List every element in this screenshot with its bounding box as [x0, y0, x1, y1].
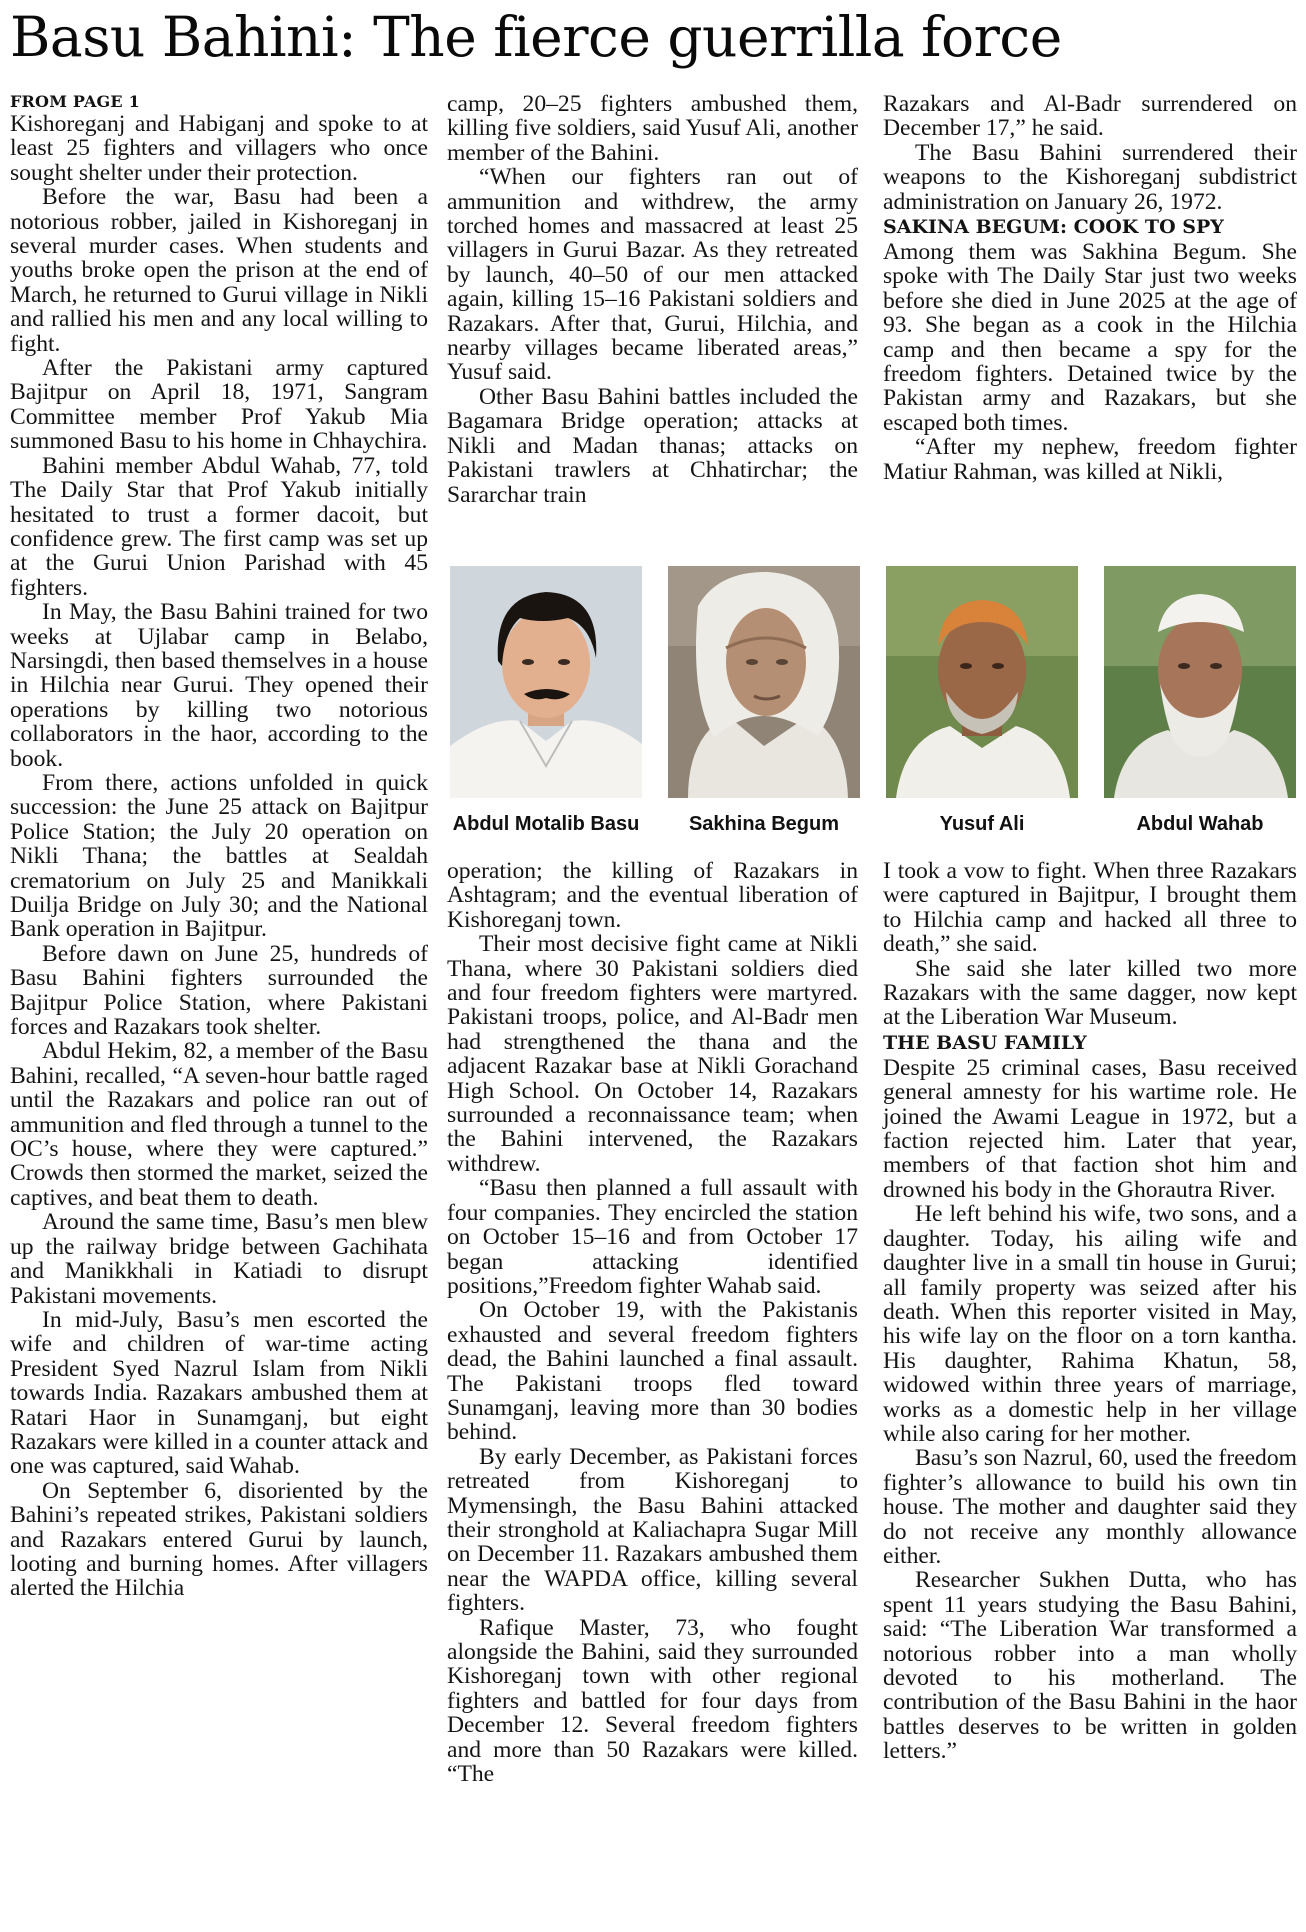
paragraph: In May, the Basu Bahini trained for two weeks at Ujlabar camp in Belabo, Narsingdi, then based themselves in a house in Hilchia near Gurui. They opened their operations by killing two notorious collaborators in the haor, according to the book. [10, 599, 428, 772]
paragraph: Among them was Sakhina Begum. She spoke with The Daily Star just two weeks before she died in June 2025 at the age of 93. She began as a cook in the Hilchia camp and then became a spy for the freedom fighters. Detained twice by the Pakistan army and Razakars, but she escaped both times. [883, 239, 1297, 436]
paragraph: On September 6, disoriented by the Bahini’s repeated strikes, Pakistani soldiers and Razakars entered Gurui by launch, looting and burning homes. After villagers alerted the Hilchia [10, 1477, 428, 1602]
paragraph: Before the war, Basu had been a notorious robber, jailed in Kishoreganj in several murder cases. When students and youths broke open the prison at the end of March, he returned to Gurui village in Nikli and rallied his men and any local willing to fight. [10, 184, 428, 357]
paragraph: Basu’s son Nazrul, 60, used the freedom fighter’s allowance to build his own tin house. The mother and daughter said they do not receive any monthly allowance either. [883, 1445, 1297, 1569]
paragraph: “When our fighters ran out of ammunition and withdrew, the army torched homes and massacred at least 25 villagers in Gurui Bazar. As they retreated by launch, 40–50 of our men attacked again, killing 15–16 Pakistani soldiers and Razakars. After that, Gurui, Hilchia, and nearby villages became liberated areas,” Yusuf said. [447, 164, 858, 386]
paragraph: camp, 20–25 fighters ambushed them, killing five soldiers, said Yusuf Ali, another member of the Bahini. [447, 91, 858, 166]
article-column-1 [10, 92, 428, 1601]
photo-caption: Abdul Motalib Basu [452, 813, 640, 835]
paragraph: operation; the killing of Razakars in Ashtagram; and the eventual liberation of Kishoreganj town. [447, 858, 858, 933]
paragraph: Razakars and Al-Badr surrendered on December 17,” he said. [883, 91, 1297, 142]
paragraph: After the Pakistani army captured Bajitpur on April 18, 1971, Sangram Committee member Prof Yakub Mia summoned Basu to his home in Chhaychira. [10, 355, 428, 455]
continuation-kicker: FROM PAGE 1 [10, 92, 140, 111]
paragraph: From there, actions unfolded in quick succession: the June 25 attack on Bajitpur Police Station; the July 20 operation on Nikli Thana; the battles at Sealdah crematorium on July 25 and Manikkali Duilja Bridge on July 30; and the National Bank operation in Bajitpur. [10, 769, 428, 943]
subhead-sakina: SAKINA BEGUM: COOK TO SPY [883, 216, 1224, 239]
photo-caption: Yusuf Ali [939, 813, 1025, 835]
photo-abdul-motalib-basu [450, 566, 642, 798]
paragraph: I took a vow to fight. When three Razakars were captured in Bajitpur, I brought them to Hilchia camp and hacked all three to death,” she said. [883, 858, 1297, 958]
paragraph: He left behind his wife, two sons, and a daughter. Today, his ailing wife and daughter live in a small tin house in Gurui; all family property was seized after his death. When this reporter visited in May, his wife lay on the floor on a torn kantha. His daughter, Rahima Khatun, 58, widowed within three years of marriage, works as a domestic help in her village while also caring for her mother. [883, 1201, 1297, 1447]
paragraph: Kishoreganj and Habiganj and spoke to at least 25 fighters and villagers who once sought shelter under their protection. [10, 111, 428, 186]
photo-abdul-wahab [1104, 566, 1296, 798]
paragraph: By early December, as Pakistani forces retreated from Kishoreganj to Mymensingh, the Basu Bahini attacked their stronghold at Kaliachapra Sugar Mill on December 11. Razakars ambushed them near the WAPDA office, killing several fighters. [447, 1443, 858, 1617]
photo-caption: Sakhina Begum [688, 813, 840, 835]
paragraph: Abdul Hekim, 82, a member of the Basu Bahini, recalled, “A seven-hour battle raged until the Razakars and police ran out of ammunition and fled through a tunnel to the OC’s house, where they were captured.” Crowds then stormed the market, seized the captives, and beat them to death. [10, 1038, 428, 1211]
photo-caption: Abdul Wahab [1136, 813, 1264, 835]
paragraph: “Basu then planned a full assault with four companies. They encircled the station on October 15–16 and from October 17 began attacking identified positions,”Freedom fighter Wahab said. [447, 1175, 858, 1299]
subhead-family: THE BASU FAMILY [883, 1031, 1087, 1054]
article-column-3-bottom [883, 859, 1297, 1764]
paragraph: Bahini member Abdul Wahab, 77, told The Daily Star that Prof Yakub initially hesitated to trust a former dacoit, but confidence grew. The first camp was set up at the Gurui Union Parishad with 45 fighters. [10, 452, 428, 601]
paragraph: In mid-July, Basu’s men escorted the wife and children of war-time acting President Syed Nazrul Islam from Nikli towards India. Razakars ambushed them at Ratari Haor in Sunamganj, but eight Razakars were killed in a counter attack and one was captured, said Wahab. [10, 1306, 428, 1480]
article-column-2-top [447, 92, 858, 507]
article-column-2-bottom [447, 859, 858, 1786]
paragraph: Their most decisive fight came at Nikli Thana, where 30 Pakistani soldiers died and four freedom fighters were martyred. Pakistani troops, police, and Al-Badr men had strengthened the thana and the adjacent Razakar base at Nikli Gorachand High School. On October 14, Razakars surrounded a reconnaissance team; when the Bahini intervened, the Razakars withdrew. [447, 931, 858, 1177]
photo-yusuf-ali [886, 566, 1078, 798]
paragraph: Researcher Sukhen Dutta, who has spent 11 years studying the Basu Bahini, said: “The Liberation War transformed a notorious robber into a man wholly devoted to his motherland. The contribution of the Basu Bahini in the haor battles deserves to be written in golden letters.” [883, 1567, 1297, 1765]
paragraph: The Basu Bahini surrendered their weapons to the Kishoreganj subdistrict administration on January 26, 1972. [883, 139, 1297, 215]
portrait-photo-icon [668, 566, 860, 798]
portrait-photo-icon [886, 566, 1078, 798]
portrait-photo-icon [1104, 566, 1296, 798]
paragraph: Other Basu Bahini battles included the Bagamara Bridge operation; attacks at Nikli and Madan thanas; attacks on Pakistani trawlers at Chhatirchar; the Sararchar train [447, 383, 858, 508]
paragraph: Before dawn on June 25, hundreds of Basu Bahini fighters surrounded the Bajitpur Police Station, where Pakistani forces and Razakars took shelter. [10, 940, 428, 1041]
photo-sakhina-begum [668, 566, 860, 798]
paragraph: Despite 25 criminal cases, Basu received general amnesty for his wartime role. He joined the Awami League in 1972, but a faction rejected him. Later that year, members of that faction shot him and drowned his body in the Ghorautra River. [883, 1054, 1297, 1203]
paragraph: “After my nephew, freedom fighter Matiur Rahman, was killed at Nikli, [883, 434, 1297, 485]
headline: Basu Bahini: The fierce guerrilla force [10, 5, 1062, 69]
paragraph: She said she later killed two more Razakars with the same dagger, now kept at the Liberation War Museum. [883, 955, 1297, 1031]
paragraph: Rafique Master, 73, who fought alongside the Bahini, said they surrounded Kishoreganj town with other regional fighters and battled for four days from December 12. Several freedom fighters and more than 50 Razakars were killed. “The [447, 1614, 858, 1788]
article-column-3-top [883, 92, 1297, 484]
paragraph: On October 19, with the Pakistanis exhausted and several freedom fighters dead, the Bahini launched a final assault. The Pakistani troops fled toward Sunamganj, leaving more than 30 bodies behind. [447, 1297, 858, 1446]
paragraph: Around the same time, Basu’s men blew up the railway bridge between Gachihata and Manikkhali in Katiadi to disrupt Pakistani movements. [10, 1209, 428, 1309]
portrait-illustration-icon [450, 566, 642, 798]
